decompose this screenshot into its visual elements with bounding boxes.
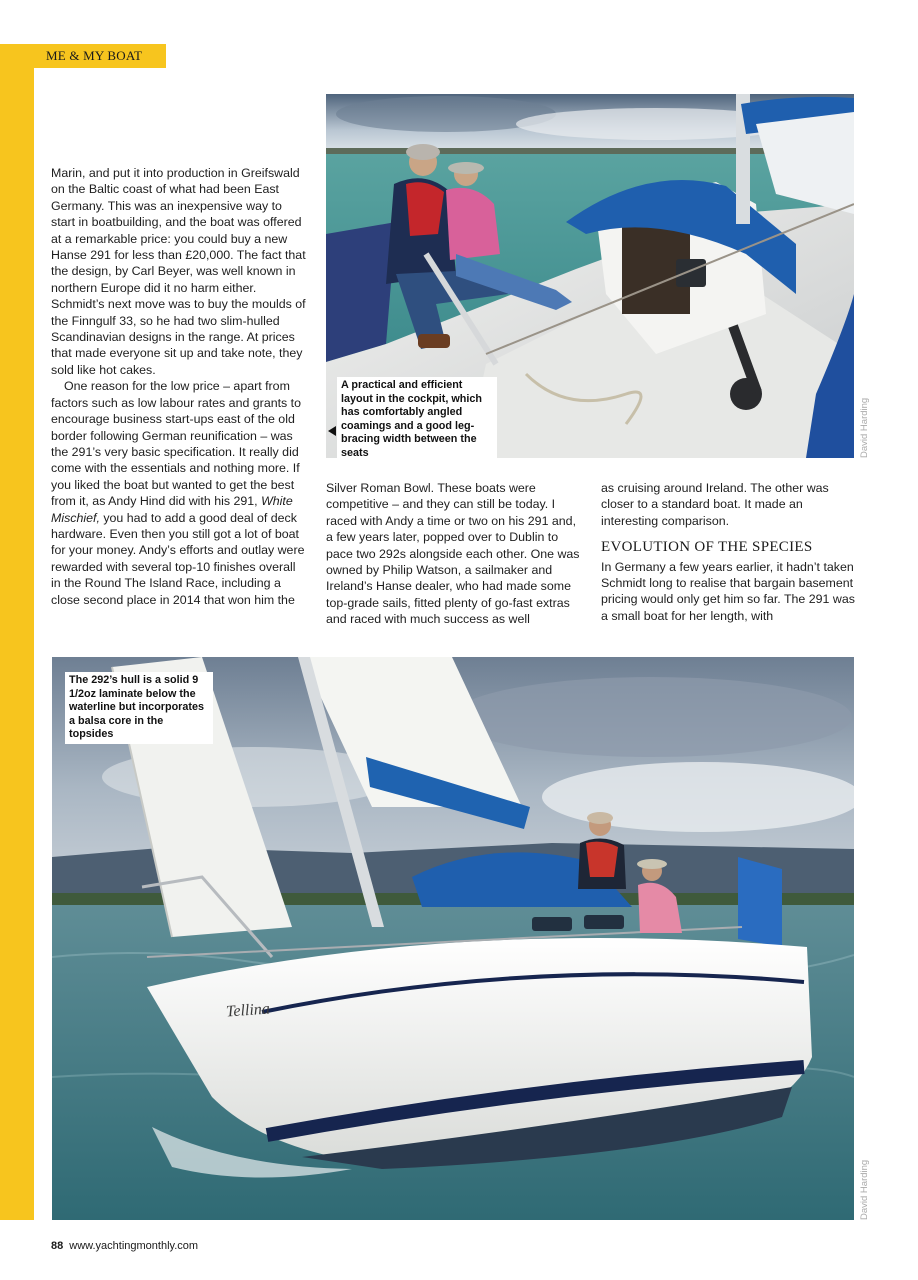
boat-name-italic: White Mischief, bbox=[51, 494, 293, 525]
website-url: www.yachtingmonthly.com bbox=[69, 1240, 199, 1252]
photo-caption: A practical and efficient layout in the cockpit, which has comfortably angled coamings and a good leg-bracing width between the seats bbox=[337, 377, 497, 463]
caption-pointer-icon bbox=[328, 426, 336, 436]
page-footer bbox=[51, 1240, 198, 1252]
body-paragraph: One reason for the low price – apart from factors such as low labour rates and grants to encourage business start-ups east of the old border following German reunification – was the 291’s very basic specification. It really did come with the essentials and nothing more. If you liked the boat but wanted to get the best from it, as Andy Hind did with his 291, White Mischief, you had to add a good deal of deck hardware. Even then you still got a lot of boat for your money. Andy’s efforts and outlay were rewarded with several top-10 finishes overall in the Round The Island Race, including a close second place in 2014 that won him the bbox=[51, 379, 305, 607]
body-paragraph: Silver Roman Bowl. These boats were competitive – and they can still be today. I raced with Andy a time or two on his 291 and, a few years later, popped over to Dublin to pace two 292s alongside each other. One was owned by Philip Watson, a sailmaker and Ireland’s Hanse dealer, who had made some top-grade sails, fitted plenty of go-fast extras and raced with much success as well bbox=[326, 481, 580, 627]
page-number: 88 bbox=[51, 1240, 64, 1252]
section-tab: ME & MY BOAT bbox=[34, 44, 166, 68]
body-paragraph: Marin, and put it into production in Greifswald on the Baltic coast of what had been East Germany. This was an inexpensive way to start in boatbuilding, and the boat was offered at a remarkable price: you could buy a new Hanse 291 for less than £20,000. The fact that the design, by Carl Beyer, was well known in northern Europe did it no harm either. Schmidt’s next move was to buy the moulds of the Finngulf 33, so he had two slim-hulled Scandinavian designs in the range. At prices that made everyone sit up and take note, they sold like hot cakes. bbox=[51, 166, 306, 377]
section-subheading: EVOLUTION OF THE SPECIES bbox=[601, 539, 813, 556]
article-column-3 bbox=[601, 480, 859, 624]
boat-name-lettering: Tellina bbox=[225, 1000, 271, 1021]
photo-credit: David Harding bbox=[859, 1159, 870, 1220]
body-paragraph: as cruising around Ireland. The other was closer to a standard boat. It made an interesting comparison. bbox=[601, 481, 829, 528]
article-column-1 bbox=[51, 165, 307, 608]
photo-credit: David Harding bbox=[859, 397, 870, 458]
photo-caption: The 292’s hull is a solid 9 1/2oz laminate below the waterline but incorporates a balsa core in the topsides bbox=[65, 672, 213, 744]
accent-sidebar-bar bbox=[0, 44, 34, 1220]
body-paragraph: In Germany a few years earlier, it hadn’t taken Schmidt long to realise that bargain basement pricing would only get him so far. The 291 was a small boat for her length, with bbox=[601, 559, 855, 623]
article-column-2 bbox=[326, 480, 584, 628]
